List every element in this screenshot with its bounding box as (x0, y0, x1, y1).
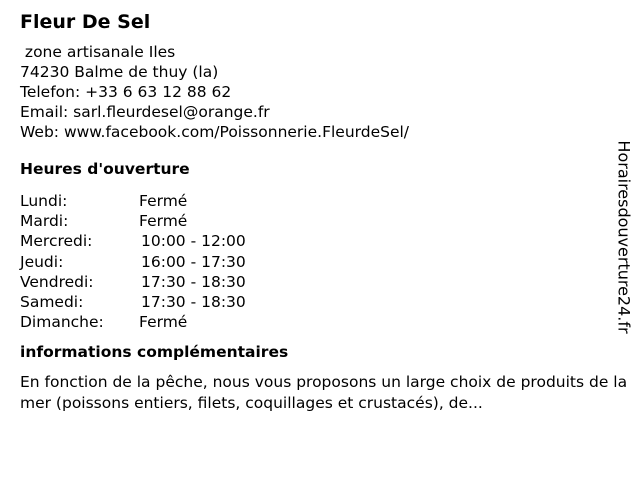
day-label: Dimanche: (20, 313, 104, 332)
info-heading: informations complémentaires (20, 343, 289, 362)
business-card (20, 10, 632, 413)
day-label: Mercredi: (20, 232, 93, 251)
contact-block (20, 42, 632, 142)
day-label: Lundi: (20, 192, 68, 210)
info-text: En fonction de la pêche, nous vous proposons un large choix de produits de la mer (poissons entiers, filets, coquillages et crustacés), de... (20, 373, 628, 412)
hours-row-sunday (20, 312, 632, 332)
day-label: Samedi: (20, 293, 84, 312)
address-street: zone artisanale Iles (20, 43, 176, 61)
web-line: Web: www.facebook.com/Poissonnerie.FleurdeSel/ (20, 123, 410, 141)
hours-row-thursday (20, 252, 632, 272)
day-time: 16:00 - 17:30 (141, 252, 246, 271)
hours-row-friday (20, 272, 632, 292)
hours-heading: Heures d'ouverture (20, 160, 190, 178)
day-time: 10:00 - 12:00 (141, 232, 246, 251)
day-time: Fermé (139, 212, 188, 231)
day-label: Jeudi: (20, 252, 64, 271)
day-time: 17:30 - 18:30 (141, 293, 246, 312)
address-city: 74230 Balme de thuy (la) (20, 63, 219, 81)
day-label: Mardi: (20, 212, 69, 231)
business-name: Fleur De Sel (20, 11, 151, 33)
hours-row-wednesday (20, 231, 632, 251)
phone-line: Telefon: +33 6 63 12 88 62 (20, 83, 232, 101)
hours-row-tuesday (20, 211, 632, 231)
site-watermark: Horairesdouverture24.fr (614, 140, 634, 334)
hours-table (20, 191, 632, 332)
day-time: 17:30 - 18:30 (141, 272, 246, 291)
day-time: Fermé (139, 192, 188, 210)
day-label: Vendredi: (20, 272, 94, 291)
day-time: Fermé (139, 313, 188, 332)
hours-row-saturday (20, 292, 632, 312)
email-line: Email: sarl.fleurdesel@orange.fr (20, 103, 270, 121)
hours-row-monday (20, 191, 632, 211)
